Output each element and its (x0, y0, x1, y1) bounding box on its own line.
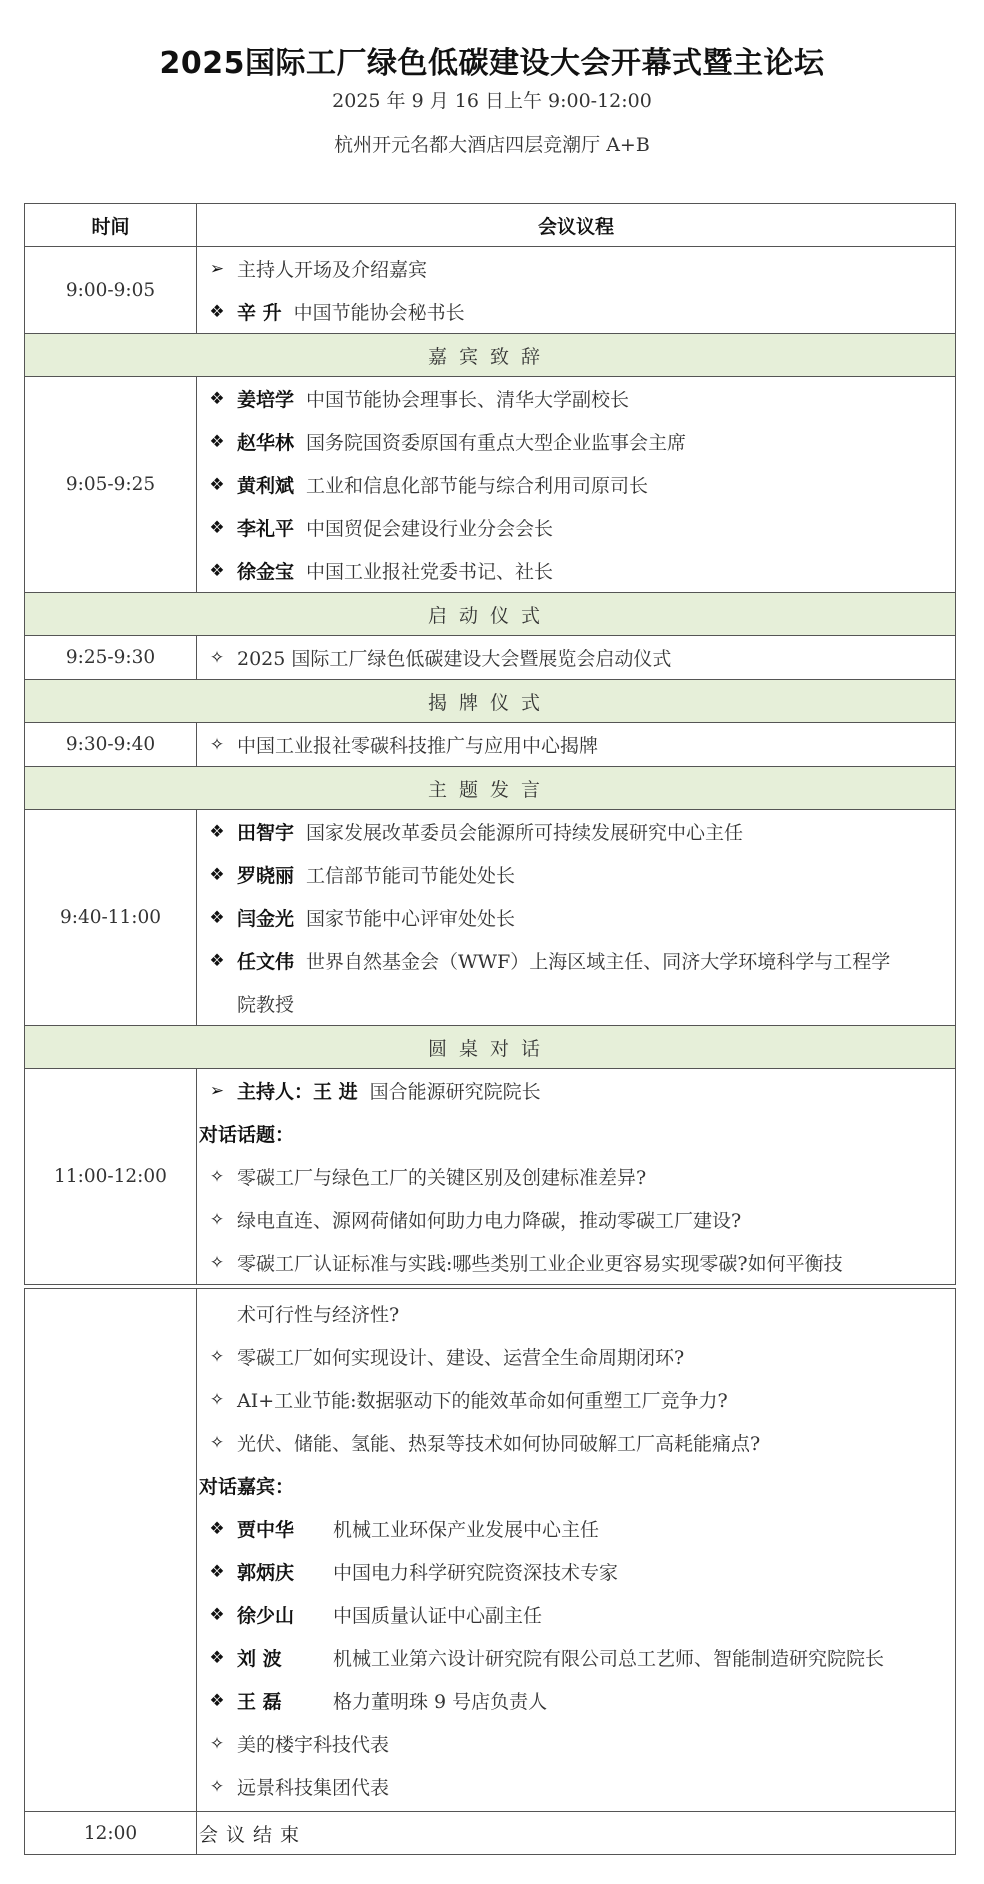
table-header-row (25, 204, 956, 247)
person-title: 中国节能协会理事长、清华大学副校长 (306, 389, 630, 411)
agenda-cell (197, 636, 956, 680)
page-title: 2025国际工厂绿色低碳建设大会开幕式暨主论坛 (159, 46, 825, 81)
list-item (197, 506, 955, 549)
list-item (197, 1198, 955, 1241)
person-title: 机械工业第六设计研究院有限公司总工艺师、智能制造研究院院长 (333, 1648, 885, 1670)
agenda-row (25, 636, 956, 680)
host-title: 国合能源研究院院长 (369, 1081, 541, 1103)
list-item (197, 1722, 955, 1765)
time-cell: 12:00 (25, 1812, 197, 1855)
time-cell: 9:40-11:00 (25, 810, 197, 1026)
list-item (197, 1593, 955, 1636)
guests-label: 对话嘉宾： (199, 1476, 295, 1498)
diamond-bullet-icon: ❖ (209, 301, 225, 322)
list-item (197, 810, 955, 853)
list-item-continuation (197, 982, 955, 1025)
guest-org: 远景科技集团代表 (237, 1777, 390, 1799)
section-row (25, 680, 956, 723)
topics-heading (197, 1112, 955, 1155)
section-row (25, 1026, 956, 1069)
list-item (197, 1241, 955, 1284)
person-name: 黄利斌 (237, 475, 295, 497)
hollow-star-bullet-icon: ✧ (209, 1733, 225, 1754)
agenda-row (25, 247, 956, 334)
person-name: 任文伟 (237, 951, 295, 973)
list-item (197, 1421, 955, 1464)
person-name: 郭炳庆 (237, 1562, 295, 1584)
arrow-bullet-icon: ➢ (209, 258, 225, 279)
hollow-star-bullet-icon: ✧ (209, 1389, 225, 1410)
item-text: 主持人开场及介绍嘉宾 (237, 259, 428, 281)
arrow-bullet-icon: ➢ (209, 1080, 225, 1101)
person-name: 徐少山 (237, 1605, 295, 1627)
diamond-bullet-icon: ❖ (209, 1518, 225, 1539)
section-title: 启动仪式 (25, 593, 956, 636)
agenda-cell (197, 1069, 956, 1285)
agenda-cell (197, 377, 956, 593)
diamond-bullet-icon: ❖ (209, 431, 225, 452)
person-name: 王 磊 (237, 1691, 282, 1713)
topic-text: 绿电直连、源网荷储如何助力电力降碳，推动零碳工厂建设? (237, 1210, 742, 1232)
diamond-bullet-icon: ❖ (209, 560, 225, 581)
agenda-row (25, 377, 956, 593)
agenda-row (25, 1289, 956, 1812)
person-title: 国家节能中心评审处处长 (306, 908, 516, 930)
closing-text: 会议结束 (199, 1823, 308, 1846)
item-text: 2025 国际工厂绿色低碳建设大会暨展览会启动仪式 (237, 648, 672, 670)
time-cell: 9:00-9:05 (25, 247, 197, 334)
diamond-bullet-icon: ❖ (209, 864, 225, 885)
diamond-bullet-icon: ❖ (209, 474, 225, 495)
diamond-bullet-icon: ❖ (209, 907, 225, 928)
hollow-star-bullet-icon: ✧ (209, 734, 225, 755)
section-title: 嘉宾致辞 (25, 334, 956, 377)
agenda-cell (197, 1812, 956, 1855)
person-title: 国家发展改革委员会能源所可持续发展研究中心主任 (306, 822, 744, 844)
section-row (25, 593, 956, 636)
list-item (197, 420, 955, 463)
diamond-bullet-icon: ❖ (209, 1604, 225, 1625)
guest-org: 美的楼宇科技代表 (237, 1734, 390, 1756)
person-name: 徐金宝 (237, 561, 295, 583)
list-item (197, 377, 955, 420)
person-title: 世界自然基金会（WWF）上海区域主任、同济大学环境科学与工程学 (306, 951, 891, 973)
agenda-table (24, 203, 956, 1285)
list-item (197, 247, 955, 290)
section-title: 圆桌对话 (25, 1026, 956, 1069)
list-item (197, 1155, 955, 1198)
time-cell: 9:30-9:40 (25, 723, 197, 767)
person-name: 李礼平 (237, 518, 295, 540)
list-item (197, 1636, 955, 1679)
list-item (197, 290, 955, 333)
hollow-star-bullet-icon: ✧ (209, 1252, 225, 1273)
agenda-table-continued (24, 1288, 956, 1855)
list-item (197, 636, 955, 679)
topic-text: 零碳工厂认证标准与实践:哪些类别工业企业更容易实现零碳?如何平衡技 (237, 1253, 843, 1275)
person-title: 中国贸促会建设行业分会会长 (306, 518, 554, 540)
diamond-bullet-icon: ❖ (209, 950, 225, 971)
agenda-row (25, 1069, 956, 1285)
agenda-cell (197, 723, 956, 767)
event-venue: 杭州开元名都大酒店四层竞潮厅 A+B (334, 134, 650, 156)
column-header-agenda: 会议议程 (197, 204, 956, 247)
topic-text: AI+工业节能:数据驱动下的能效革命如何重塑工厂竞争力? (237, 1390, 728, 1412)
list-item (197, 1507, 955, 1550)
person-title: 中国质量认证中心副主任 (333, 1605, 543, 1627)
section-row (25, 767, 956, 810)
person-name: 闫金光 (237, 908, 295, 930)
list-item (197, 1069, 955, 1112)
agenda-row (25, 810, 956, 1026)
agenda-cell (197, 1289, 956, 1812)
list-item (197, 1335, 955, 1378)
person-name: 刘 波 (237, 1648, 282, 1670)
list-item (197, 939, 955, 982)
list-item (197, 1378, 955, 1421)
agenda-row (25, 723, 956, 767)
list-item (197, 896, 955, 939)
hollow-star-bullet-icon: ✧ (209, 647, 225, 668)
person-title: 中国节能协会秘书长 (293, 302, 465, 324)
list-item-continuation (197, 1292, 955, 1335)
time-cell: 9:25-9:30 (25, 636, 197, 680)
column-header-time: 时间 (25, 204, 197, 247)
item-text: 院教授 (237, 994, 295, 1016)
list-item (197, 1679, 955, 1722)
person-title: 国务院国资委原国有重点大型企业监事会主席 (306, 432, 687, 454)
person-name: 辛 升 (237, 302, 282, 324)
host-label: 主持人：王 进 (237, 1081, 358, 1103)
list-item (197, 463, 955, 506)
topic-text: 零碳工厂与绿色工厂的关键区别及创建标准差异? (237, 1167, 647, 1189)
diamond-bullet-icon: ❖ (209, 1690, 225, 1711)
section-row (25, 334, 956, 377)
diamond-bullet-icon: ❖ (209, 517, 225, 538)
topics-label: 对话话题： (199, 1124, 295, 1146)
person-name: 赵华林 (237, 432, 295, 454)
diamond-bullet-icon: ❖ (209, 821, 225, 842)
section-title: 揭牌仪式 (25, 680, 956, 723)
topic-text: 光伏、储能、氢能、热泵等技术如何协同破解工厂高耗能痛点? (237, 1433, 761, 1455)
item-text: 中国工业报社零碳科技推广与应用中心揭牌 (237, 735, 599, 757)
topic-text: 术可行性与经济性? (237, 1304, 400, 1326)
agenda-cell (197, 247, 956, 334)
hollow-star-bullet-icon: ✧ (209, 1776, 225, 1797)
person-title: 中国电力科学研究院资深技术专家 (333, 1562, 619, 1584)
time-cell: 9:05-9:25 (25, 377, 197, 593)
person-name: 贾中华 (237, 1519, 295, 1541)
section-title: 主题发言 (25, 767, 956, 810)
list-item (197, 549, 955, 592)
diamond-bullet-icon: ❖ (209, 388, 225, 409)
hollow-star-bullet-icon: ✧ (209, 1432, 225, 1453)
diamond-bullet-icon: ❖ (209, 1647, 225, 1668)
time-cell: 11:00-12:00 (25, 1069, 197, 1285)
topic-text: 零碳工厂如何实现设计、建设、运营全生命周期闭环? (237, 1347, 685, 1369)
diamond-bullet-icon: ❖ (209, 1561, 225, 1582)
person-title: 中国工业报社党委书记、社长 (306, 561, 554, 583)
person-title: 格力董明珠 9 号店负责人 (333, 1691, 548, 1713)
event-date: 2025 年 9 月 16 日上午 9:00-12:00 (332, 90, 652, 112)
person-title: 工业和信息化部节能与综合利用司原司长 (306, 475, 649, 497)
guests-heading (197, 1464, 955, 1507)
person-name: 姜培学 (237, 389, 295, 411)
person-title: 工信部节能司节能处处长 (306, 865, 516, 887)
hollow-star-bullet-icon: ✧ (209, 1346, 225, 1367)
agenda-cell (197, 810, 956, 1026)
hollow-star-bullet-icon: ✧ (209, 1209, 225, 1230)
list-item (197, 853, 955, 896)
hollow-star-bullet-icon: ✧ (209, 1166, 225, 1187)
person-title: 机械工业环保产业发展中心主任 (333, 1519, 600, 1541)
list-item (197, 1765, 955, 1808)
person-name: 罗晓丽 (237, 865, 295, 887)
list-item (197, 1550, 955, 1593)
time-cell (25, 1289, 197, 1812)
agenda-row-end (25, 1812, 956, 1855)
list-item (197, 723, 955, 766)
person-name: 田智宇 (237, 822, 295, 844)
